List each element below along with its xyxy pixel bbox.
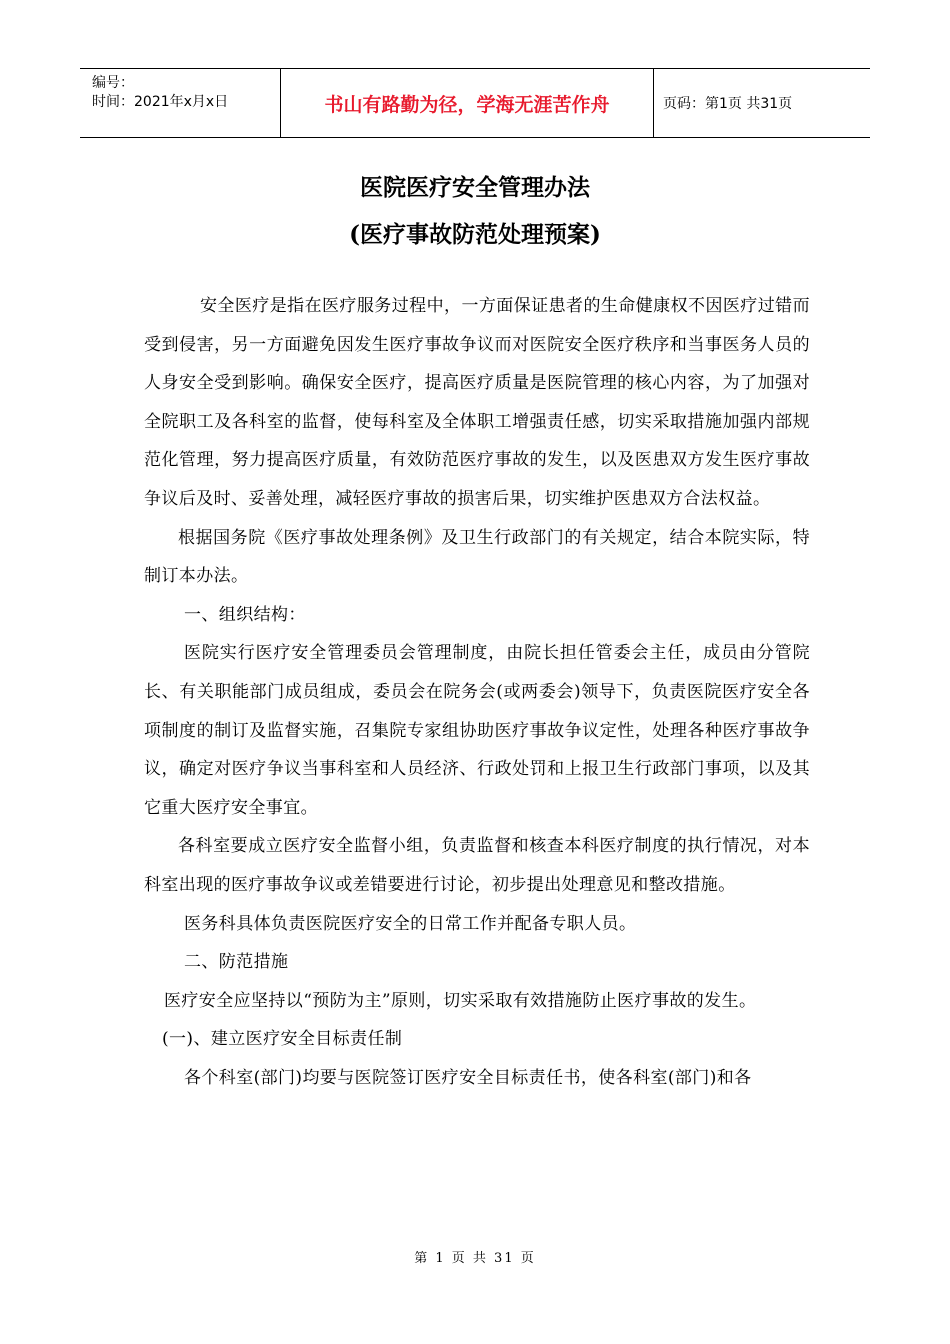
paragraph-medical-office: 医务科具体负责医院医疗安全的日常工作并配备专职人员。 xyxy=(184,913,637,934)
paragraph-prevention-principle: 医疗安全应坚持以“预防为主”原则，切实采取有效措施防止医疗事故的发生。 xyxy=(164,990,757,1011)
section-heading-prevention: 二、防范措施 xyxy=(184,952,289,973)
document-time: 时间：2021年x月x日 xyxy=(92,94,229,110)
header-meta xyxy=(80,69,281,137)
paragraph-basis: 根据国务院《医疗事故处理条例》及卫生行政部门的有关规定，结合本院实际，特制订本办法。 xyxy=(144,527,810,587)
paragraph-responsibility: 各个科室(部门)均要与医院签订医疗安全目标责任书，使各科室(部门)和各 xyxy=(184,1067,752,1088)
section-heading-organization: 一、组织结构： xyxy=(184,604,306,625)
document-title: 医院医疗安全管理办法 xyxy=(360,174,590,201)
page-header xyxy=(80,68,870,138)
paragraph-department-group: 各科室要成立医疗安全监督小组，负责监督和核查本科医疗制度的执行情况，对本科室出现的医疗事故争议或差错要进行讨论，初步提出处理意见和整改措施。 xyxy=(144,836,810,895)
header-slogan: 书山有路勤为径，学海无涯苦作舟 xyxy=(281,69,654,137)
document-number-label: 编号： xyxy=(92,75,134,91)
document-body xyxy=(144,287,810,1097)
paragraph-committee: 医院实行医疗安全管理委员会管理制度，由院长担任管委会主任，成员由分管院长、有关职能部门成员组成，委员会在院务会(或两委会)领导下，负责医院医疗安全各项制度的制订及监督实施，召集院专家组协助医疗事故争议定性，处理各种医疗事故争议，确定对医疗争议当事科室和人员经济、行政处罚和上报卫生行政部门事项，以及其它重大医疗安全事宜。 xyxy=(144,643,810,818)
page-footer: 第 1 页 共 31 页 xyxy=(414,1251,536,1266)
paragraph-intro: 安全医疗是指在医疗服务过程中，一方面保证患者的生命健康权不因医疗过错而受到侵害，另一方面避免因发生医疗事故争议而对医院安全医疗秩序和当事医务人员的人身安全受到影响。确保安全医疗，提高医疗质量是医院管理的核心内容，为了加强对全院职工及各科室的监督，使每科室及全体职工增强责任感，切实采取措施加强内部规范化管理，努力提高医疗质量，有效防范医疗事故的发生，以及医患双方发生医疗事故争议后及时、妥善处理，减轻医疗事故的损害后果，切实维护医患双方合法权益。 xyxy=(144,296,810,509)
subsection-heading-responsibility: (一)、建立医疗安全目标责任制 xyxy=(162,1029,403,1050)
header-page-info: 页码：第1页 共31页 xyxy=(663,96,793,112)
document-subtitle: (医疗事故防范处理预案) xyxy=(349,221,601,248)
